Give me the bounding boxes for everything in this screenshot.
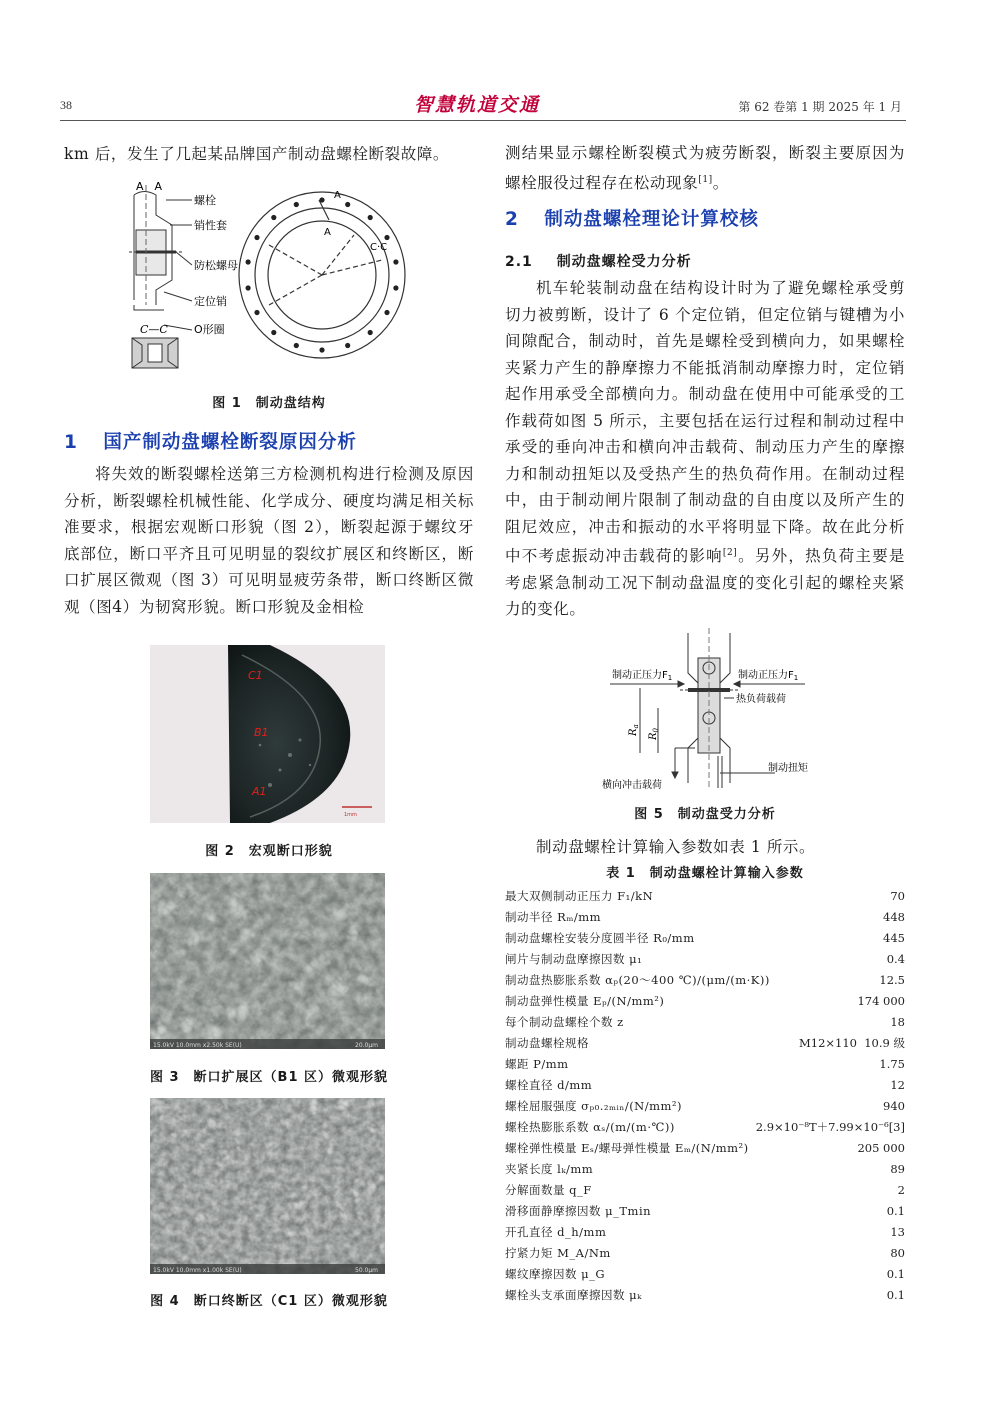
table-row [505, 949, 905, 970]
param-value: 205 000 [857, 1141, 905, 1155]
bolt-hole [319, 347, 324, 352]
label-rm: $R_a$ [628, 724, 640, 736]
bolt-hole [294, 343, 299, 348]
param-value: 0.1 [886, 1288, 905, 1302]
sem-image-c1 [150, 1098, 385, 1274]
table-row [505, 928, 905, 949]
force-analysis-drawing [600, 628, 830, 793]
table-row [505, 1180, 905, 1201]
param-label: 制动盘螺栓安装分度圆半径 R₀/mm [505, 931, 695, 945]
journal-title: 智慧轨道交通 [414, 94, 541, 116]
bolt-hole [254, 310, 259, 315]
bolt-hole [271, 215, 276, 220]
bolt-hole [319, 197, 324, 202]
macro-fracture-image [150, 645, 385, 823]
label-a-right-2: A [324, 227, 331, 238]
label-a1: A1 [252, 785, 267, 798]
bolt-hole [393, 285, 398, 290]
param-value-secondary: M12×110 [799, 1036, 857, 1050]
table-row [505, 886, 905, 907]
label-f1-left: 制动正压力$F_1$ [612, 670, 673, 682]
table-row [505, 1012, 905, 1033]
table-row [505, 1033, 905, 1054]
right-paragraph-0 [505, 140, 905, 196]
label-bolt: 螺栓 [194, 194, 216, 207]
table-row [505, 907, 905, 928]
sem-footer-3: 15.0kV 10.0mm x2.50k SE(U) [153, 1042, 242, 1049]
label-f1-right: 制动正压力$F_1$ [738, 670, 799, 682]
figure-2-macro-fracture [150, 645, 385, 823]
page-number: 38 [60, 98, 72, 112]
sem-scale-4: 50.0μm [355, 1267, 379, 1274]
param-label: 螺栓直径 d/mm [505, 1078, 593, 1092]
intro-line: km 后，发生了几起某品牌国产制动盘螺栓断裂故障。 [64, 145, 450, 163]
bolt-hole [345, 202, 350, 207]
table-1 [505, 886, 905, 1306]
label-brake-torque: 制动扭矩 [768, 763, 808, 774]
table-row [505, 1138, 905, 1159]
table-intro: 制动盘螺栓计算输入参数如表 1 所示。 [536, 838, 816, 856]
param-label: 分解面数量 q_F [505, 1183, 592, 1197]
bolt-hole [384, 235, 389, 240]
bolt-hole [384, 310, 389, 315]
bolt-hole [368, 330, 373, 335]
section-2-number: 2 [505, 209, 519, 230]
section-2-1-text: 机车轮装制动盘在结构设计时为了避免螺栓承受剪切力被剪断，设计了 6 个定位销，但定位销与键槽为小间隙配合，制动时，首先是螺栓受到横向力，如果螺栓夹紧力产生的静摩擦力不能抵消制动摩擦力时，定位销起作用承受全部横向力。制动盘在使用中可能承受的工作载荷如图 5 所示，主要包括在运行过程和制动过程中承受的垂向冲击和横向冲击载荷、制动压力产生的摩擦力和制动扭矩以及受热产生的热负荷作用。在制动过程中，由于制动闸片限制了制动盘的自由度以及所产生的阻尼效应，冲击和振动的水平将明显下降。故在此分析中不考虑振动冲击载荷的影响 [505, 279, 905, 566]
param-value: 0.4 [886, 952, 905, 966]
table-row [505, 1201, 905, 1222]
label-aa: A A [136, 180, 163, 193]
table-row [505, 1285, 905, 1306]
param-value: 12 [890, 1078, 905, 1092]
bolt-hole [345, 343, 350, 348]
table-row [505, 1159, 905, 1180]
figure-3-caption: 图 3 断口扩展区（B1 区）微观形貌 [149, 1070, 389, 1085]
table-row [505, 970, 905, 991]
bolt-hole [271, 330, 276, 335]
label-heat-load: 热负荷载荷 [736, 694, 786, 705]
param-label: 螺栓弹性模量 Eₛ/螺母弹性模量 Eₘ/(N/mm²) [505, 1141, 749, 1155]
param-label: 拧紧力矩 M_A/Nm [505, 1246, 611, 1260]
bolt-hole [246, 285, 251, 290]
param-label: 闸片与制动盘摩擦因数 μ₁ [505, 952, 643, 966]
figure-1-brake-disc-structure [124, 180, 414, 380]
bolt-hole [294, 202, 299, 207]
param-label: 螺栓头支承面摩擦因数 μₖ [505, 1288, 642, 1302]
bolt-hole [368, 215, 373, 220]
param-value: 448 [883, 910, 905, 924]
label-b1: B1 [254, 726, 269, 739]
figure-1-caption: 图 1 制动盘结构 [212, 396, 326, 411]
sem-scale-3: 20.0μm [355, 1042, 379, 1049]
param-value: 174 000 [857, 994, 905, 1008]
header-rule [60, 120, 906, 121]
param-label: 最大双侧制动正压力 F₁/kN [505, 889, 654, 903]
param-label: 螺距 P/mm [505, 1057, 569, 1071]
subsection-2-1-number: 2.1 [505, 254, 533, 270]
table-row [505, 1222, 905, 1243]
table-row [505, 1075, 905, 1096]
table-row [505, 1096, 905, 1117]
param-value: 940 [883, 1099, 905, 1113]
label-nut: 防松螺母 [194, 259, 238, 272]
bolt-hole [246, 259, 251, 264]
param-value: 70 [890, 889, 905, 903]
param-label: 滑移面静摩擦因数 μ_Tmin [505, 1204, 652, 1218]
param-label: 螺栓屈服强度 σₚ₀.₂ₘᵢₙ/(N/mm²) [505, 1099, 683, 1113]
param-value: 89 [890, 1162, 905, 1176]
section-1-heading [64, 428, 357, 454]
param-value: 18 [890, 1015, 905, 1029]
sem-image-b1 [150, 873, 385, 1049]
figure-4-sem-final-fracture [150, 1098, 385, 1274]
subsection-2-1-title: 制动盘螺栓受力分析 [556, 254, 692, 270]
bolt-hole [393, 259, 398, 264]
subsection-2-1-heading [505, 251, 692, 271]
param-label: 制动半径 Rₘ/mm [505, 910, 602, 924]
label-oring: O形圈 [194, 323, 225, 336]
bolt-hole [254, 235, 259, 240]
scale-label: 1mm [344, 812, 357, 818]
label-sleeve: 销性套 [194, 219, 227, 232]
table-row [505, 1054, 905, 1075]
section-1-paragraph: 将失效的断裂螺栓送第三方检测机构进行检测及原因分析，断裂螺栓机械性能、化学成分、硬度均满足相关标准要求，根据宏观断口形貌（图 2），断裂起源于螺纹牙底部位，断口平齐且可见明显的裂纹扩展区和终断区，断口扩展区微观（图 3）可见明显疲劳条带，断口终断区微观（图4）为韧窝形貌。断口形貌及金相检 [64, 465, 474, 616]
right-paragraph-0-end: 。 [712, 173, 729, 192]
section-2-1-paragraph [505, 275, 905, 623]
param-value: 1.75 [879, 1057, 905, 1071]
label-r0: $R_0$ [648, 728, 660, 740]
figure-3-sem-propagation [150, 873, 385, 1049]
param-value: 10.9 级 [864, 1036, 905, 1050]
param-value: 445 [883, 931, 905, 945]
table-1-rows [505, 886, 905, 1306]
label-lateral-impact: 横向冲击载荷 [602, 780, 662, 791]
ref-2: [2] [722, 548, 738, 558]
param-value: 0.1 [886, 1204, 905, 1218]
param-label: 螺纹摩擦因数 μ_G [505, 1267, 606, 1281]
section-2-title: 制动盘螺栓理论计算校核 [544, 209, 759, 230]
table-1-caption: 表 1 制动盘螺栓计算输入参数 [606, 866, 804, 881]
param-value: 12.5 [879, 973, 905, 987]
param-label: 每个制动盘螺栓个数 z [505, 1015, 624, 1029]
figure-2-caption: 图 2 宏观断口形貌 [205, 844, 333, 859]
figure-5-force-analysis [600, 628, 830, 793]
param-label: 制动盘热膨胀系数 αₚ(20～400 ℃)/(μm/(m·K)) [505, 973, 770, 987]
param-value: 2 [897, 1183, 905, 1197]
section-1-title: 国产制动盘螺栓断裂原因分析 [103, 432, 357, 453]
section-2-heading [505, 205, 759, 231]
param-value: 0.1 [886, 1267, 905, 1281]
param-label: 螺栓热膨胀系数 αₛ/(m/(m·℃)) [505, 1120, 675, 1134]
label-pin: 定位销 [194, 295, 227, 308]
param-label: 制动盘弹性模量 Eₚ/(N/mm²) [505, 994, 665, 1008]
param-label: 夹紧长度 lₖ/mm [505, 1162, 594, 1176]
label-cc-right: C·C [370, 242, 388, 253]
ref-1: [1] [698, 174, 713, 185]
section-1-number: 1 [64, 432, 78, 453]
param-label: 制动盘螺栓规格 [505, 1036, 589, 1050]
label-c1: C1 [248, 669, 263, 682]
param-label: 开孔直径 d_h/mm [505, 1225, 607, 1239]
figure-4-caption: 图 4 断口终断区（C1 区）微观形貌 [150, 1294, 388, 1309]
table-row [505, 1243, 905, 1264]
table-row [505, 1117, 905, 1138]
section-2-1-text-end: 。另外，热负荷主要是考虑紧急制动工况下制动盘温度的变化引起的螺栓夹紧力的变化。 [505, 547, 905, 619]
issue-info: 第 62 卷第 1 期 2025 年 1 月 [738, 100, 902, 114]
table-row [505, 1264, 905, 1285]
label-cc: C—C [140, 323, 168, 336]
param-value: 13 [890, 1225, 905, 1239]
brake-disc-structure-drawing [124, 180, 414, 380]
label-a-right: A [334, 190, 341, 201]
right-paragraph-0-text: 测结果显示螺栓断裂模式为疲劳断裂，断裂主要原因为螺栓服役过程存在松动现象 [505, 144, 905, 192]
table-row [505, 991, 905, 1012]
sem-footer-4: 15.0kV 10.0mm x1.00k SE(U) [153, 1267, 242, 1274]
param-value: 80 [890, 1246, 905, 1260]
figure-5-caption: 图 5 制动盘受力分析 [634, 807, 776, 822]
param-value: 2.9×10⁻⁸T＋7.99×10⁻⁶[3] [755, 1120, 905, 1134]
